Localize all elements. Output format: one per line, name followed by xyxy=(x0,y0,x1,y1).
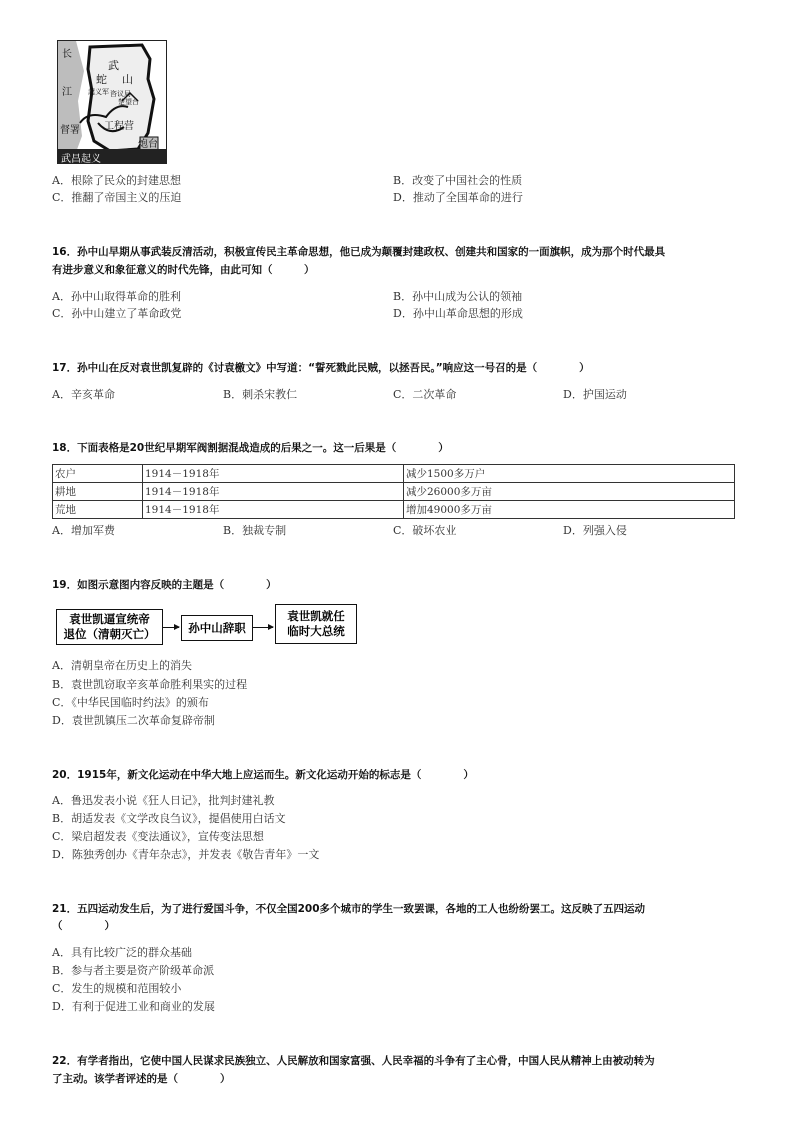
q21-option-d[interactable]: D．有利于促进工业和商业的发展 xyxy=(52,1000,215,1013)
q15-option-c[interactable]: C．推翻了帝国主义的压迫 xyxy=(52,191,182,204)
q19-stem: 19．如图示意图内容反映的主题是（ ） xyxy=(52,579,277,591)
q19-option-d[interactable]: D．袁世凯镇压二次革命复辟帝制 xyxy=(52,714,215,727)
q16-option-d[interactable]: D．孙中山革命思想的形成 xyxy=(393,307,523,320)
table-cell: 减少26000多万亩 xyxy=(404,483,735,501)
q16-stem-line1: 16．孙中山早期从事武装反清活动，积极宣传民主革命思想，他已成为颠覆封建政权、创建共和国家的一面旗帜，成为那个时代最具 xyxy=(52,246,666,258)
q22-stem-line2: 了主动。该学者评述的是（ ） xyxy=(52,1073,231,1085)
q21-stem-line2: （ ） xyxy=(52,920,115,932)
map-label-paotai: 炮台 xyxy=(138,139,158,150)
table-cell: 1914－1918年 xyxy=(143,483,404,501)
map-label-dushu: 督署 xyxy=(60,125,80,136)
q17-stem: 17．孙中山在反对袁世凯复辟的《讨袁檄文》中写道：“誓死戮此民贼，以拯吾民。”响应这一号召的是（ ） xyxy=(52,362,590,374)
q19-option-c[interactable]: C．《中华民国临时约法》的颁布 xyxy=(52,696,209,709)
map-label-chang: 长 xyxy=(62,49,72,60)
q17-option-d[interactable]: D．护国运动 xyxy=(563,388,627,401)
map-label-council: 咨议局 xyxy=(110,90,131,98)
q20-option-a[interactable]: A．鲁迅发表小说《狂人日记》，批判封建礼教 xyxy=(52,794,275,807)
table-cell: 减少1500多万户 xyxy=(404,465,735,483)
q16-option-a[interactable]: A．孙中山取得革命的胜利 xyxy=(52,290,181,303)
q18-stem: 18．下面表格是20世纪早期军阀割据混战造成的后果之一。这一后果是（ ） xyxy=(52,442,449,454)
q21-option-c[interactable]: C．发生的规模和范围较小 xyxy=(52,982,182,995)
map-label-rebels: 起义军 xyxy=(88,88,109,96)
q15-option-a[interactable]: A．根除了民众的封建思想 xyxy=(52,174,181,187)
q20-option-d[interactable]: D．陈独秀创办《青年杂志》，并发表《敬告青年》一文 xyxy=(52,848,320,861)
q19-option-a[interactable]: A．清朝皇帝在历史上的消失 xyxy=(52,659,192,672)
q22-stem-line1: 22．有学者指出，它使中国人民谋求民族独立、人民解放和国家富强、人民幸福的斗争有了主心骨，中国人民从精神上由被动转为 xyxy=(52,1055,655,1067)
q16-option-b[interactable]: B．孙中山成为公认的领袖 xyxy=(393,290,523,303)
q21-stem-line1: 21．五四运动发生后，为了进行爱国斗争，不仅全国200多个城市的学生一致罢课，各地的工人也纷纷罢工。这反映了五四运动 xyxy=(52,903,646,915)
table-cell: 1914－1918年 xyxy=(143,501,404,519)
table-cell: 增加49000多万亩 xyxy=(404,501,735,519)
map-caption: 武昌起义 xyxy=(61,154,101,164)
q18-option-d[interactable]: D．列强入侵 xyxy=(563,524,627,537)
flow-box-abdication xyxy=(56,609,163,645)
q15-option-b[interactable]: B．改变了中国社会的性质 xyxy=(393,174,523,187)
flow-text-line: 袁世凯逼宣统帝 xyxy=(69,612,150,626)
q17-option-a[interactable]: A．辛亥革命 xyxy=(52,388,115,401)
q15-option-d[interactable]: D．推动了全国革命的进行 xyxy=(393,191,523,204)
q20-option-c[interactable]: C．梁启超发表《变法通议》，宣传变法思想 xyxy=(52,830,264,843)
flow-text-line: 袁世凯就任 xyxy=(287,609,345,623)
map-label-engineer-camp: 工程营 xyxy=(104,121,134,132)
q21-option-a[interactable]: A．具有比较广泛的群众基础 xyxy=(52,946,192,959)
table-row xyxy=(53,465,735,483)
flow-text-line: 孙中山辞职 xyxy=(188,620,246,635)
flow-box-inauguration xyxy=(275,604,357,644)
q20-stem: 20．1915年，新文化运动在中华大地上应运而生。新文化运动开始的标志是（ ） xyxy=(52,769,474,781)
q18-option-b[interactable]: B．独裁专制 xyxy=(223,524,287,537)
q18-option-a[interactable]: A．增加军费 xyxy=(52,524,115,537)
table-cell: 1914－1918年 xyxy=(143,465,404,483)
map-label-she: 蛇 xyxy=(96,73,107,86)
wuchang-uprising-map xyxy=(57,40,167,164)
map-label-shan: 山 xyxy=(122,73,133,86)
flow-text-line: 退位（清朝灭亡） xyxy=(63,627,156,641)
table-cell: 农户 xyxy=(53,465,143,483)
q16-stem-line2: 有进步意义和象征意义的时代先锋，由此可知（ ） xyxy=(52,264,315,276)
q19-option-b[interactable]: B．袁世凯窃取辛亥革命胜利果实的过程 xyxy=(52,678,248,691)
flow-text-line: 临时大总统 xyxy=(287,624,345,638)
flow-arrow xyxy=(163,627,179,628)
table-row xyxy=(53,501,735,519)
flow-box-resignation xyxy=(181,615,253,641)
table-cell: 耕地 xyxy=(53,483,143,501)
flow-arrow xyxy=(253,627,273,628)
q16-option-c[interactable]: C．孙中山建立了革命政党 xyxy=(52,307,182,320)
table-cell: 荒地 xyxy=(53,501,143,519)
map-label-chuwangtai-small: 楚望台 xyxy=(118,98,139,106)
q17-option-c[interactable]: C．二次革命 xyxy=(393,388,457,401)
q20-option-b[interactable]: B．胡适发表《文学改良刍议》，提倡使用白话文 xyxy=(52,812,286,825)
map-label-jiang: 江 xyxy=(62,87,72,98)
q18-data-table xyxy=(52,464,735,519)
q18-option-c[interactable]: C．破坏农业 xyxy=(393,524,457,537)
q17-option-b[interactable]: B．刺杀宋教仁 xyxy=(223,388,298,401)
map-label-wu: 武 xyxy=(108,59,119,72)
q21-option-b[interactable]: B．参与者主要是资产阶级革命派 xyxy=(52,964,215,977)
table-row xyxy=(53,483,735,501)
